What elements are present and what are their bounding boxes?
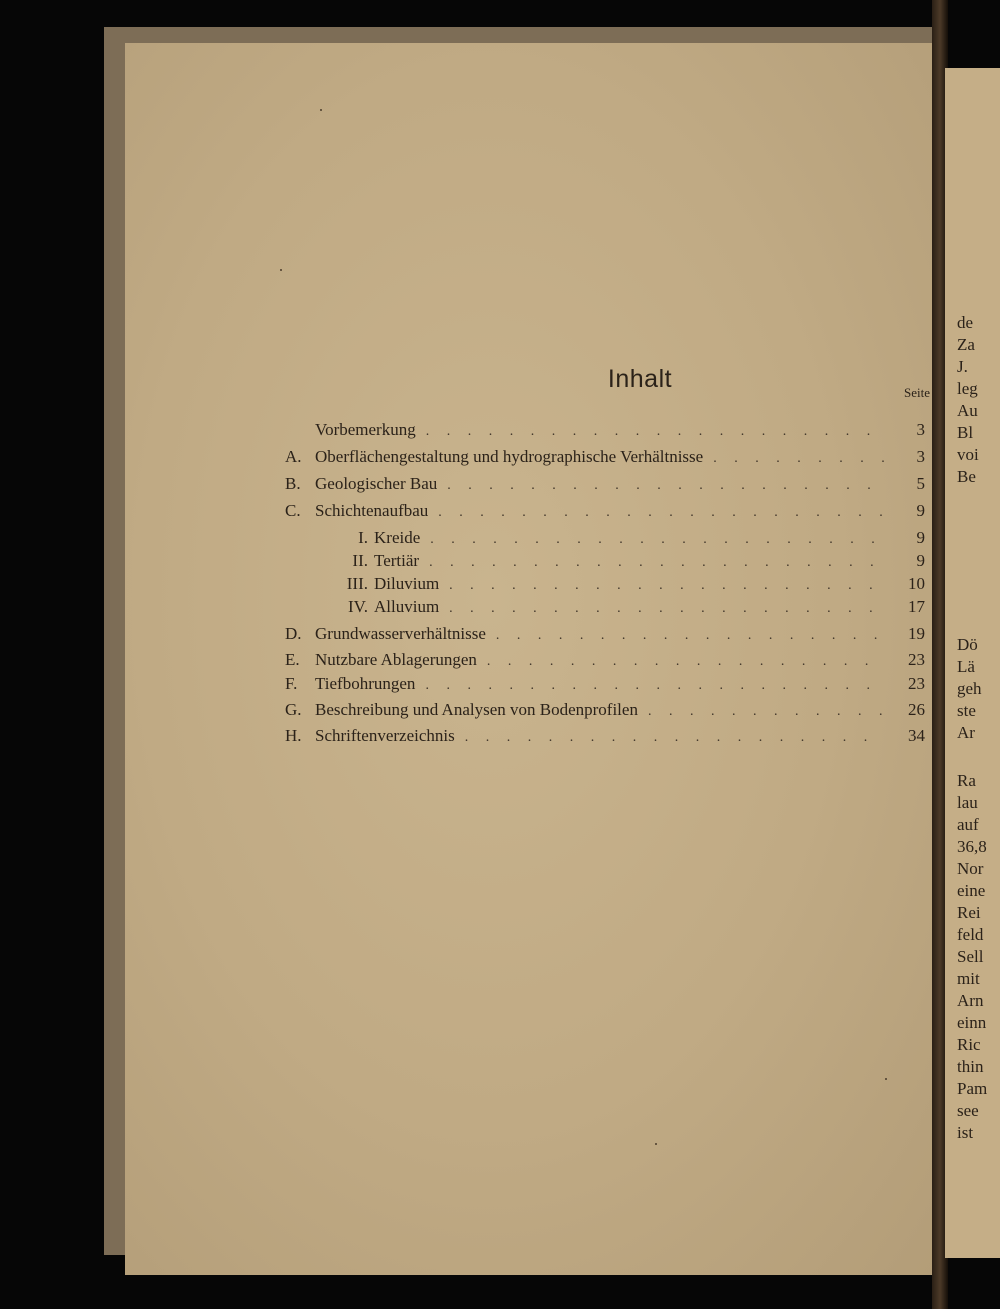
facing-page-line: Za: [957, 335, 975, 354]
facing-page-line: 36,8: [957, 837, 987, 856]
toc-entry-c-ii: [330, 550, 925, 572]
toc-entry-page: 3: [916, 447, 925, 466]
facing-page-line: J.: [957, 357, 968, 376]
facing-page-line: Arn: [957, 991, 984, 1010]
toc-leader-dots: [648, 701, 885, 723]
facing-page-line: ste: [957, 701, 976, 720]
toc-leader-dots: [465, 727, 885, 749]
toc-leader-dots: [438, 502, 885, 524]
paper-speck: [655, 1143, 657, 1145]
toc-entry-e: [285, 649, 925, 671]
toc-entry-page: 10: [908, 574, 925, 593]
facing-page-line: auf: [957, 815, 979, 834]
toc-entry-page: 9: [916, 528, 925, 547]
toc-entry-label: A.: [285, 447, 302, 466]
toc-leader-dots: [449, 575, 885, 597]
toc-entry-b: [285, 473, 925, 495]
facing-page-line: Lä: [957, 657, 975, 676]
facing-page-line: Bl: [957, 423, 974, 442]
toc-entry-page: 19: [908, 624, 925, 643]
toc-leader-dots: [425, 675, 885, 697]
paper-speck: [280, 269, 282, 271]
toc-leader-dots: [426, 421, 885, 443]
toc-entry-h: [285, 725, 925, 747]
toc-leader-dots: [449, 598, 885, 620]
page-title: Inhalt: [607, 365, 673, 393]
facing-page-line: Ric: [957, 1035, 981, 1054]
toc-entry-title: Schichtenaufbau: [315, 501, 429, 520]
toc-entry-label: II.: [352, 551, 368, 570]
facing-page-line: leg: [957, 379, 978, 398]
toc-leader-dots: [713, 448, 885, 470]
facing-page-line: Be: [957, 467, 976, 486]
toc-entry-title: Geologischer Bau: [315, 474, 438, 493]
toc-entry-label: E.: [285, 650, 300, 669]
toc-entry-title: Beschreibung und Analysen von Bodenprofilen: [315, 700, 638, 719]
table-of-contents: [125, 43, 935, 1275]
toc-entry-title: Vorbemerkung: [315, 420, 416, 439]
toc-entry-d: [285, 623, 925, 645]
toc-entry-title: Tiefbohrungen: [315, 674, 416, 693]
facing-page-line: lau: [957, 793, 978, 812]
toc-entry-label: F.: [285, 674, 298, 693]
toc-leader-dots: [487, 651, 885, 673]
toc-entry-label: D.: [285, 624, 302, 643]
book-page-right-cropped: [945, 68, 1000, 1258]
facing-page-line: geh: [957, 679, 982, 698]
facing-page-line: see: [957, 1101, 979, 1120]
toc-entry-vorbemerkung: [315, 419, 925, 441]
facing-page-line: Rei: [957, 903, 981, 922]
toc-entry-title: Kreide: [374, 528, 421, 547]
book-page-left: [125, 43, 935, 1275]
facing-page-line: einn: [957, 1013, 987, 1032]
paper-speck: [885, 1078, 887, 1080]
toc-entry-c-iii: [330, 573, 925, 595]
toc-entry-title: Nutzbare Ablagerungen: [315, 650, 477, 669]
toc-entry-c: [285, 500, 925, 522]
facing-page-line: mit: [957, 969, 980, 988]
toc-leader-dots: [429, 552, 885, 574]
facing-page-line: ist: [957, 1123, 974, 1142]
toc-entry-page: 23: [908, 674, 925, 693]
facing-page-line: Ra: [957, 771, 976, 790]
toc-leader-dots: [496, 625, 885, 647]
toc-entry-title: Tertiär: [374, 551, 420, 570]
toc-entry-page: 3: [916, 420, 925, 439]
paper-speck: [320, 109, 322, 111]
facing-page-line: Au: [957, 401, 978, 420]
toc-entry-page: 9: [916, 551, 925, 570]
toc-entry-label: I.: [358, 528, 368, 547]
toc-entry-label: H.: [285, 726, 302, 745]
facing-page-line: Sell: [957, 947, 984, 966]
toc-entry-page: 17: [908, 597, 925, 616]
toc-entry-title: Grundwasserverhältnisse: [315, 624, 486, 643]
facing-page-line: Pam: [957, 1079, 988, 1098]
toc-entry-c-iv: [330, 596, 925, 618]
toc-entry-title: Alluvium: [374, 597, 440, 616]
facing-page-line: feld: [957, 925, 984, 944]
toc-entry-g: [285, 699, 925, 721]
toc-entry-label: C.: [285, 501, 301, 520]
toc-entry-label: III.: [346, 574, 368, 593]
toc-entry-title: Oberflächengestaltung und hydrographische Verhältnisse: [315, 447, 704, 466]
toc-entry-c-i: [330, 527, 925, 549]
toc-entry-f: [285, 673, 925, 695]
toc-entry-page: 26: [908, 700, 925, 719]
toc-entry-label: B.: [285, 474, 301, 493]
facing-page-line: de: [957, 313, 974, 332]
toc-entry-page: 5: [916, 474, 925, 493]
toc-leader-dots: [430, 529, 885, 551]
toc-entry-page: 34: [908, 726, 925, 745]
toc-entry-page: 23: [908, 650, 925, 669]
toc-entry-label: G.: [285, 700, 302, 719]
toc-leader-dots: [447, 475, 885, 497]
facing-page-line: thin: [957, 1057, 984, 1076]
facing-page-line: Dö: [957, 635, 978, 654]
toc-entry-a: [285, 446, 925, 468]
toc-entry-label: IV.: [348, 597, 368, 616]
page-column-header: Seite: [904, 385, 930, 400]
facing-page-line: voi: [957, 445, 979, 464]
toc-entry-page: 9: [916, 501, 925, 520]
facing-page-line: eine: [957, 881, 986, 900]
toc-entry-title: Diluvium: [374, 574, 440, 593]
facing-page-line: Nor: [957, 859, 984, 878]
toc-entry-title: Schriftenverzeichnis: [315, 726, 455, 745]
facing-page-line: Ar: [957, 723, 975, 742]
